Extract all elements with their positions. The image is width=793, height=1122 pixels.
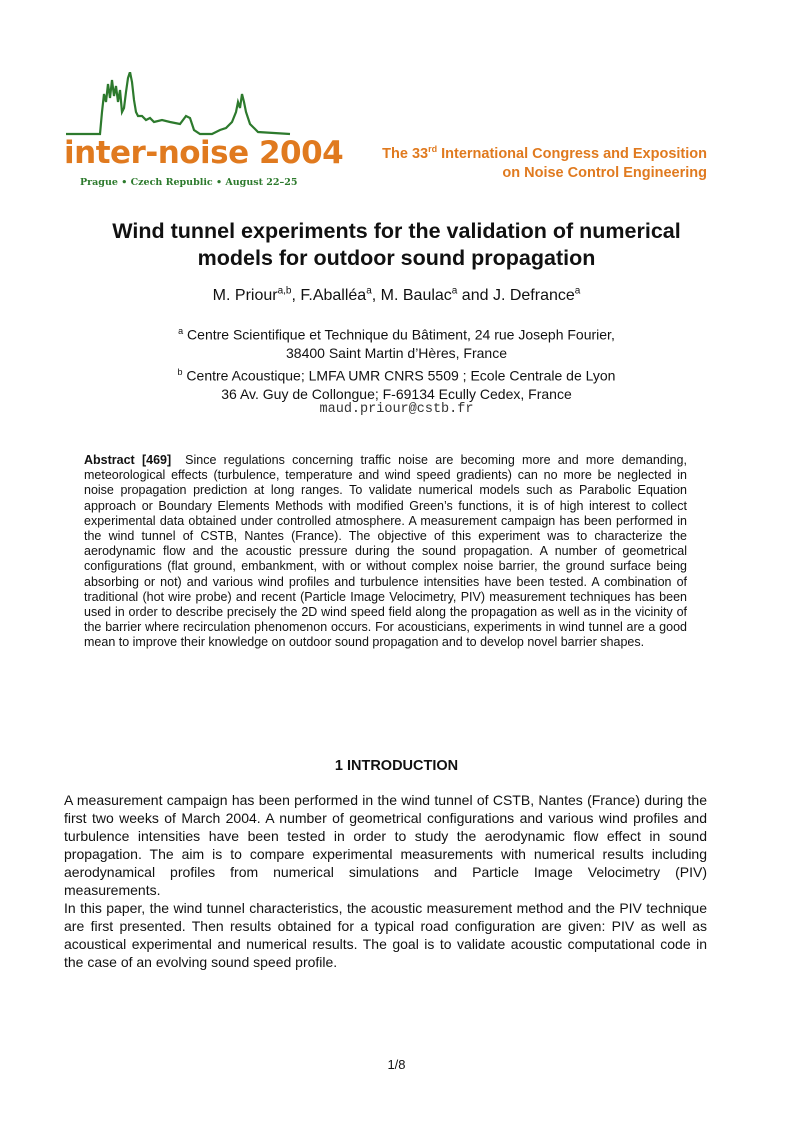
introduction-body <box>64 791 707 971</box>
congress-heading <box>382 140 707 183</box>
section-heading: 1 INTRODUCTION <box>334 758 459 774</box>
congress-line-2: on Noise Control Engineering <box>502 164 707 181</box>
abstract-text: Since regulations concerning traffic noise are becoming more and more demanding, meteorological effects (turbulence, temperature and wind speed gradients) can no more be neglected in noise propagation prediction at long ranges. To validate numerical models such as Parabolic Equation approach or Boundary Elements Methods with modified Green’s functions, it is of high interest to collect experimental data obtained under controlled atmosphere. A measurement campaign has been performed in the wind tunnel of CSTB, Nantes (France). The objective of this experiment was to characterize the aerodynamic flow and the acoustic pressure during the sound propagation. A number of geometrical configurations (flat ground, embankment, with or without complex noise barrier, the ground surface being absorbing or not) and various wind profiles and turbulence intensities have been tested. A combination of traditional (hot wire probe) and recent (Particle Image Velocimetry, PIV) measurement techniques has been used in order to describe precisely the 2D wind speed field along the propagation as well as in the vicinity of the barrier where recirculation phenomenon occurs. For acousticians, experiments in wind tunnel are a good mean to improve their knowledge on outdoor sound propagation and to develop novel barrier shapes. <box>84 453 687 650</box>
paragraph: In this paper, the wind tunnel characteristics, the acoustic measurement method and the PIV technique are first presented. Then results obtained for a typical road configuration are given: PIV as well as acoustical experimental and numerical results. The goal is to validate acoustic computational code in the case of an evolving sound speed profile. <box>64 900 707 970</box>
congress-line-1: The 33rd International Congress and Exposition <box>382 144 707 162</box>
affiliations: $^a$ Centre Scientifique et Technique du Bâtiment, 24 rue Joseph Fourier, 38400 Saint Martin d’Hères, France $^b$ Centre Acoustique; LMFA UMR CNRS 5509 ; Ecole Centrale de Lyon 36 Av. Guy de Collongue; F-69134 Ecully Cedex, France <box>60 322 733 403</box>
affiliation-a: $^a$ Centre Scientifique et Technique du Bâtiment, 24 rue Joseph Fourier, <box>178 326 615 343</box>
prague-skyline-icon <box>62 72 302 142</box>
author: M. Baulac$^a$ and <box>380 286 493 305</box>
paragraph: A measurement campaign has been performed in the wind tunnel of CSTB, Nantes (France) during the first two weeks of March 2004. A number of geometrical configurations and various wind profiles and turbulence intensities have been tested in order to study the aerodynamic flow effect in sound propagation. The aim is to compare experimental measurements with numerical results including aerodynamical profiles from numerical simulations and Particle Image Velocimetry (PIV) measurements. <box>64 792 707 898</box>
page-number: 1/8 <box>387 1057 406 1072</box>
logo-wordmark: inter-noise 2004 <box>64 135 344 171</box>
logo-tagline: Prague • Czech Republic • August 22–25 <box>80 177 298 188</box>
author: M. Priour$^{a,b}$, <box>212 286 301 305</box>
paper-title: Wind tunnel experiments for the validation of numerical models for outdoor sound propagation <box>112 219 681 270</box>
affiliation-b: $^b$ Centre Acoustique; LMFA UMR CNRS 5509 ; Ecole Centrale de Lyon <box>177 366 616 384</box>
author: J. Defrance$^a$ <box>492 286 581 305</box>
contact-email[interactable]: maud.priour@cstb.fr <box>319 402 474 417</box>
conference-logo <box>62 72 344 192</box>
author: F.Aballéa$^a$, <box>300 286 381 305</box>
abstract <box>84 453 687 651</box>
abstract-label: Abstract [469] <box>84 453 172 467</box>
author-list <box>60 286 733 305</box>
